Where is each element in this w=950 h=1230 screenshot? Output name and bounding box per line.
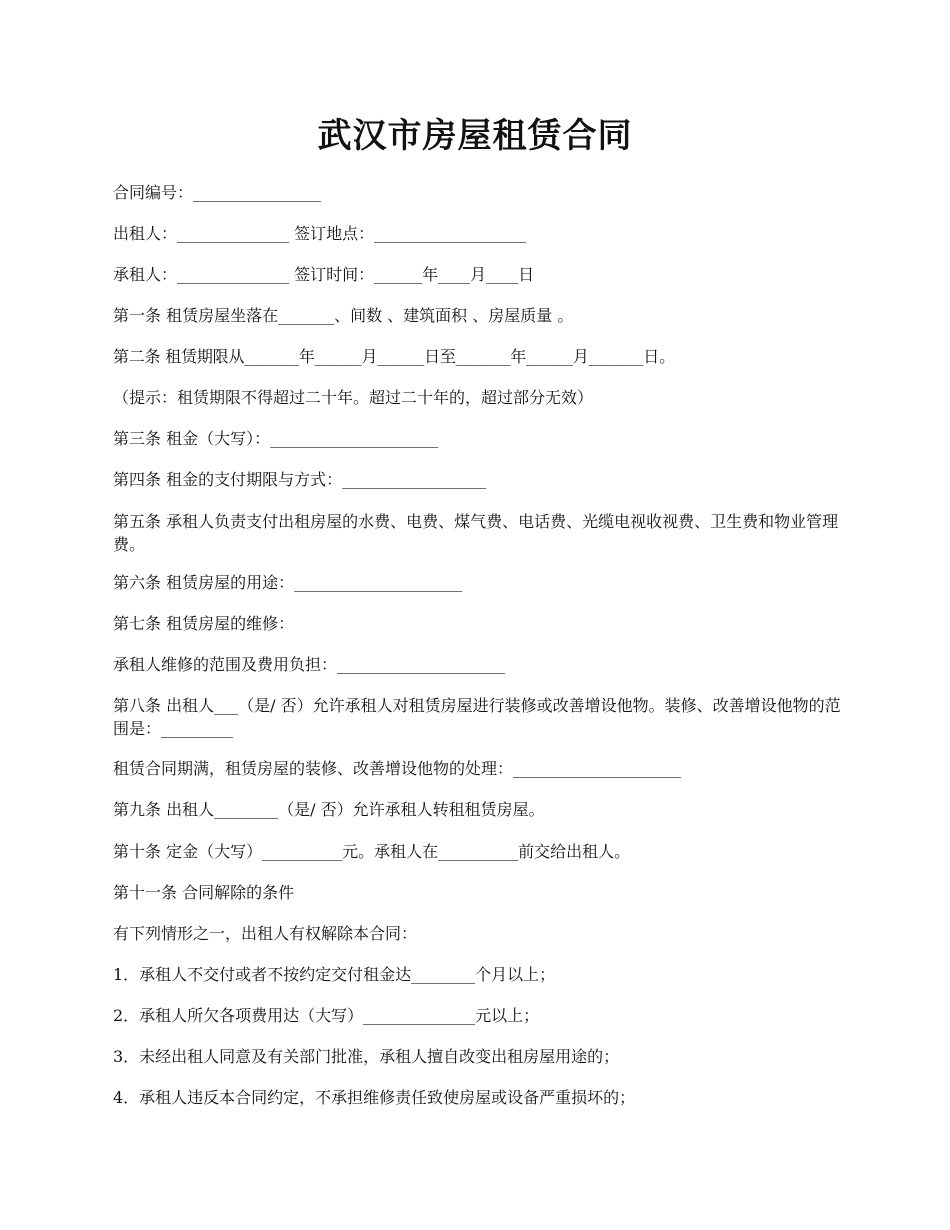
article-2-term: 第二条 租赁期限从_______年______月______日至_______年______月_______日。: [113, 347, 675, 366]
article-11-termination: 第十一条 合同解除的条件: [113, 883, 295, 902]
lessee-sign-date-line: 承租人：______________ 签订时间：______年____月____日: [113, 265, 535, 284]
termination-intro: 有下列情形之一，出租人有权解除本合同：: [113, 924, 418, 943]
article-4-payment: 第四条 租金的支付期限与方式：__________________: [113, 470, 487, 489]
article-1-location: 第一条 租赁房屋坐落在_______、间数 、建筑面积 、房屋质量 。: [113, 306, 574, 325]
document-title: 武汉市房屋租赁合同: [317, 116, 633, 156]
lessor-sign-location-line: 出租人：______________ 签订地点：___________________: [113, 224, 527, 243]
article-5-fees: 第五条 承租人负责支付出租房屋的水费、电费、煤气费、电话费、光缆电视收视费、卫生费和物业管理费。: [113, 512, 839, 554]
maintenance-scope-line: 承租人维修的范围及费用负担：_____________________: [113, 655, 506, 674]
article-10-deposit: 第十条 定金（大写）__________元。承租人在__________前交给出租人。: [113, 842, 631, 861]
termination-item-1: 1．承租人不交付或者不按约定交付租金达________个月以上；: [113, 965, 556, 984]
contract-number-line: 合同编号：________________: [113, 183, 322, 202]
termination-item-4: 4．承租人违反本合同约定，不承担维修责任致使房屋或设备严重损坏的；: [113, 1088, 636, 1107]
article-8-renovation: 第八条 出租人___（是/ 否）允许承租人对租赁房屋进行装修或改善增设他物。装修、改善增设他物的范围是：_________: [113, 696, 841, 738]
renovation-handling-line: 租赁合同期满，租赁房屋的装修、改善增设他物的处理：_____________________: [113, 759, 682, 778]
article-6-usage: 第六条 租赁房屋的用途：_____________________: [113, 573, 463, 592]
term-limit-note: （提示：租赁期限不得超过二十年。超过二十年的，超过部分无效）: [113, 388, 594, 407]
article-3-rent: 第三条 租金（大写）：_____________________: [113, 429, 439, 448]
termination-item-3: 3．未经出租人同意及有关部门批准，承租人擅自改变出租房屋用途的；: [113, 1047, 620, 1066]
article-9-sublease: 第九条 出租人________（是/ 否）允许承租人转租租赁房屋。: [113, 800, 545, 819]
article-7-maintenance: 第七条 租赁房屋的维修：: [113, 614, 295, 633]
termination-item-2: 2．承租人所欠各项费用达（大写）______________元以上；: [113, 1006, 540, 1025]
